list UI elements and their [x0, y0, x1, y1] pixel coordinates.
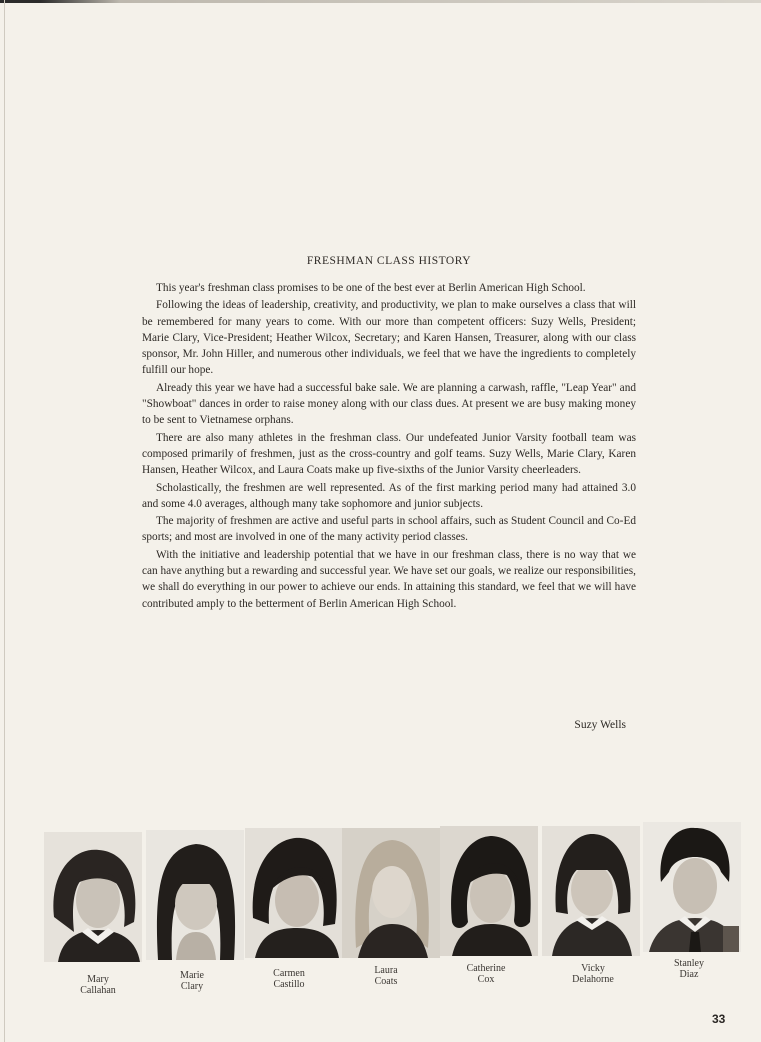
- portrait-caption: [346, 965, 426, 987]
- portrait-caption: [249, 968, 329, 990]
- paragraph: With the initiative and leadership potential that we have in our freshman class, there is no way that we can have anything but a rewarding and successful year. We have set our goals, we realize our responsibilities, we shall do everything in our power to achieve our ends. In attaining this standard, we feel that we will have contributed amply to the betterment of Berlin American High School.: [142, 548, 636, 610]
- article-signature: Suzy Wells: [574, 719, 626, 731]
- portrait-image: [440, 826, 538, 956]
- portrait-last-name: Delahorne: [572, 974, 614, 985]
- portrait-first-name: Vicky: [581, 963, 605, 974]
- portrait-first-name: Catherine: [466, 963, 506, 974]
- portrait-caption: [548, 963, 638, 985]
- paragraph: Already this year we have had a successful bake sale. We are planning a carwash, raffle, "Leap Year" and "Showboat" dances in order to raise money along with our class dues. At present we are busy making money to be sent to Vietnamese orphans.: [142, 381, 636, 427]
- portrait-first-name: Marie: [180, 970, 204, 981]
- portrait-photo: [542, 826, 640, 956]
- portrait-photo: [643, 822, 741, 952]
- portrait-photo: [146, 830, 244, 960]
- portrait-first-name: Mary: [87, 974, 109, 985]
- top-edge-rule: [0, 0, 761, 3]
- paragraph: The majority of freshmen are active and useful parts in school affairs, such as Student Council and Co-Ed sports; and most are involved in one of the many activity period classes.: [142, 515, 636, 544]
- portrait-image: [44, 832, 142, 962]
- portrait-caption: [58, 974, 138, 996]
- portrait-last-name: Cox: [477, 974, 495, 985]
- portrait-image: [542, 826, 640, 956]
- portrait-last-name: Callahan: [80, 985, 116, 996]
- portrait-image: [245, 828, 343, 958]
- portrait-photo: [44, 832, 142, 962]
- portrait-row: [44, 822, 741, 1012]
- portrait-image: [146, 830, 244, 960]
- portrait-caption: [649, 958, 729, 980]
- paragraph: Following the ideas of leadership, creativity, and productivity, we plan to make ourselves a class that will be remembered for many years to come. With our more than competent officers: Suzy Wells, President; Marie Clary, Vice-President; Heather Wilcox, Secretary; and Karen Hansen, Treasurer, along with our class sponsor, Mr. John Hiller, and numerous other individuals, we feel that we have the ingredients to completely fulfill our hope.: [142, 299, 636, 377]
- paragraph: There are also many athletes in the freshman class. Our undefeated Junior Varsity football team was composed primarily of freshmen, just as the cross-country and golf teams. Suzy Wells, Marie Clary, Karen Hansen, Heather Wilcox, and Laura Coats make up five-sixths of the Junior Varsity cheerleaders.: [142, 431, 636, 477]
- page-number: 33: [712, 1012, 726, 1026]
- portrait-first-name: Carmen: [273, 968, 305, 979]
- portrait-last-name: Diaz: [679, 969, 699, 980]
- page-left-edge: [4, 0, 5, 1042]
- article-title: FRESHMAN CLASS HISTORY: [306, 255, 472, 267]
- portrait-image: [643, 822, 741, 952]
- portrait-caption: [152, 970, 232, 992]
- portrait-photo: [342, 828, 440, 958]
- paragraph: Scholastically, the freshmen are well represented. As of the first marking period many had attained 3.0 and some 4.0 averages, although many take sophomore and junior subjects.: [142, 481, 636, 510]
- portrait-caption: [446, 963, 526, 985]
- portrait-image: [342, 828, 440, 958]
- paragraph: This year's freshman class promises to be one of the best ever at Berlin American High School.: [156, 282, 586, 294]
- article: [142, 255, 636, 613]
- portrait-photo: [440, 826, 538, 956]
- portrait-last-name: Castillo: [273, 979, 305, 990]
- portrait-last-name: Coats: [374, 976, 398, 987]
- portrait-photo: [245, 828, 343, 958]
- portrait-first-name: Laura: [374, 965, 398, 976]
- portrait-last-name: Clary: [180, 981, 204, 992]
- portrait-first-name: Stanley: [674, 958, 704, 969]
